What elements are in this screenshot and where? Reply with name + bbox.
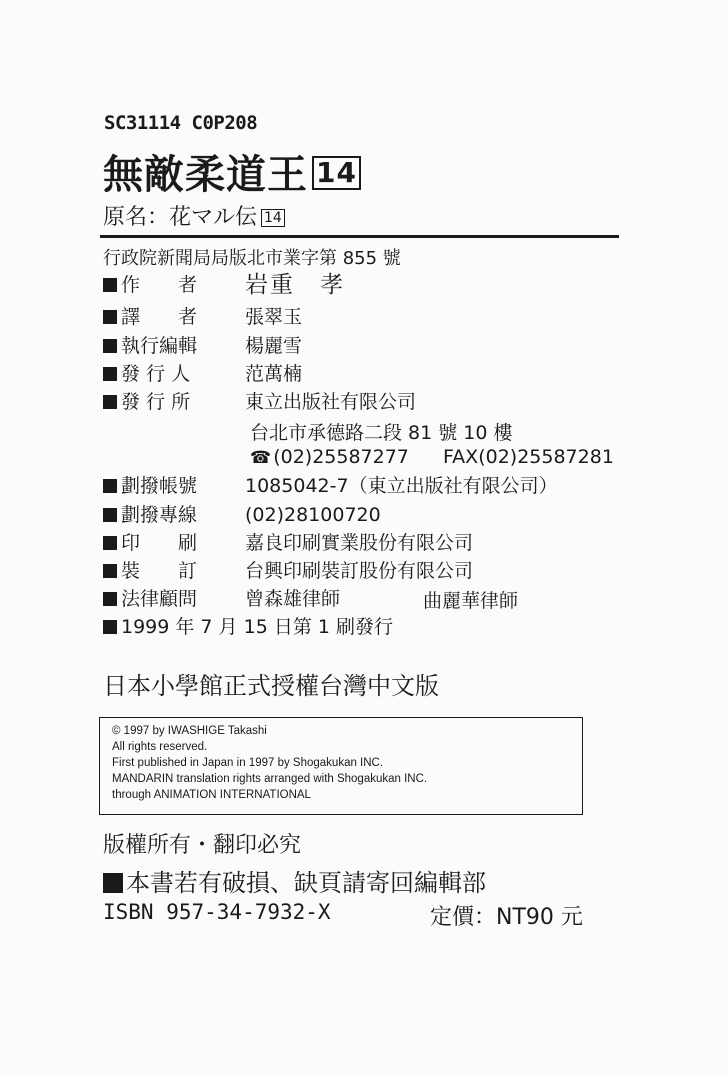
book-title [103, 143, 361, 200]
original-volume: 14 [261, 209, 285, 227]
copyright-box [99, 717, 583, 815]
credit-row-binder [103, 558, 473, 584]
rights-reserved: 版權所有・翻印必究 [103, 833, 302, 858]
credit-row-author [103, 272, 345, 298]
second-lawyer: 曲麗華律師 [423, 590, 519, 612]
square-bullet-icon [103, 339, 117, 353]
credit-label: 劃撥專線 [121, 504, 198, 526]
credit-row-legal [103, 586, 340, 612]
square-bullet-icon [103, 873, 123, 893]
print-date: 1999 年 7 月 15 日第 1 刷發行 [121, 616, 393, 638]
credit-row-publisher [103, 389, 416, 415]
credit-value: 東立出版社有限公司 [245, 391, 417, 413]
product-code: SC31114 C0P208 [104, 112, 258, 134]
credit-label: 作 者 [121, 274, 198, 296]
credit-label: 發 行 所 [121, 391, 191, 413]
square-bullet-icon [103, 395, 117, 409]
volume-number: 14 [312, 156, 361, 190]
copyright-line: All rights reserved. [112, 741, 208, 753]
credit-value: 張翠玉 [245, 306, 303, 328]
credit-value: 1085042-7（東立出版社有限公司） [245, 475, 558, 497]
credit-value: (02)28100720 [245, 504, 381, 526]
damage-notice-text: 本書若有破損、缺頁請寄回編輯部 [126, 869, 486, 897]
square-bullet-icon [103, 620, 117, 634]
phone-number: (02)25587277 [273, 446, 409, 468]
authorization-notice: 日本小學館正式授權台灣中文版 [103, 672, 439, 700]
square-bullet-icon [103, 479, 117, 493]
credit-row-publisher-person [103, 361, 302, 387]
copyright-line: © 1997 by IWASHIGE Takashi [112, 725, 267, 737]
credit-value: 台興印刷裝訂股份有限公司 [245, 560, 474, 582]
title-text: 無敵柔道王 [103, 152, 308, 198]
price: 定價：NT90 元 [430, 905, 583, 930]
credit-label: 譯 者 [121, 306, 198, 328]
credit-value: 范萬楠 [245, 363, 303, 385]
credit-label: 法律顧問 [121, 588, 198, 610]
credit-value: 嘉良印刷實業股份有限公司 [245, 532, 474, 554]
publisher-fax: FAX(02)25587281 [443, 446, 614, 468]
print-date-row [103, 614, 393, 640]
publisher-address: 台北市承德路二段 81 號 10 樓 [250, 422, 513, 444]
credit-label: 發 行 人 [121, 363, 191, 385]
publisher-phone [250, 446, 409, 468]
damage-notice [103, 863, 486, 898]
credit-row-editor [103, 333, 302, 359]
telephone-icon: ☎ [250, 448, 272, 468]
credit-label: 執行編輯 [121, 335, 198, 357]
original-title-text: 原名：花マル伝 [103, 205, 258, 230]
credit-row-account [103, 473, 558, 499]
square-bullet-icon [103, 564, 117, 578]
square-bullet-icon [103, 536, 117, 550]
credit-label: 劃撥帳號 [121, 475, 198, 497]
credit-row-translator [103, 304, 302, 330]
copyright-line: through ANIMATION INTERNATIONAL [112, 789, 311, 801]
square-bullet-icon [103, 278, 117, 292]
original-title [103, 200, 285, 231]
copyright-line: First published in Japan in 1997 by Shogakukan INC. [112, 757, 384, 769]
isbn: ISBN 957-34-7932-X [103, 900, 331, 924]
credit-value: 岩重 孝 [245, 272, 345, 298]
square-bullet-icon [103, 367, 117, 381]
square-bullet-icon [103, 508, 117, 522]
credit-value: 曾森雄律師 [245, 588, 341, 610]
credit-value: 楊麗雪 [245, 335, 303, 357]
credit-label: 印 刷 [121, 532, 198, 554]
credit-row-hotline [103, 502, 381, 528]
square-bullet-icon [103, 310, 117, 324]
square-bullet-icon [103, 592, 117, 606]
divider-rule [100, 235, 619, 238]
copyright-line: MANDARIN translation rights arranged with Shogakukan INC. [112, 773, 428, 785]
license-number: 行政院新聞局局版北市業字第 855 號 [103, 248, 401, 269]
credit-row-printer [103, 530, 473, 556]
credit-label: 裝 訂 [121, 560, 198, 582]
